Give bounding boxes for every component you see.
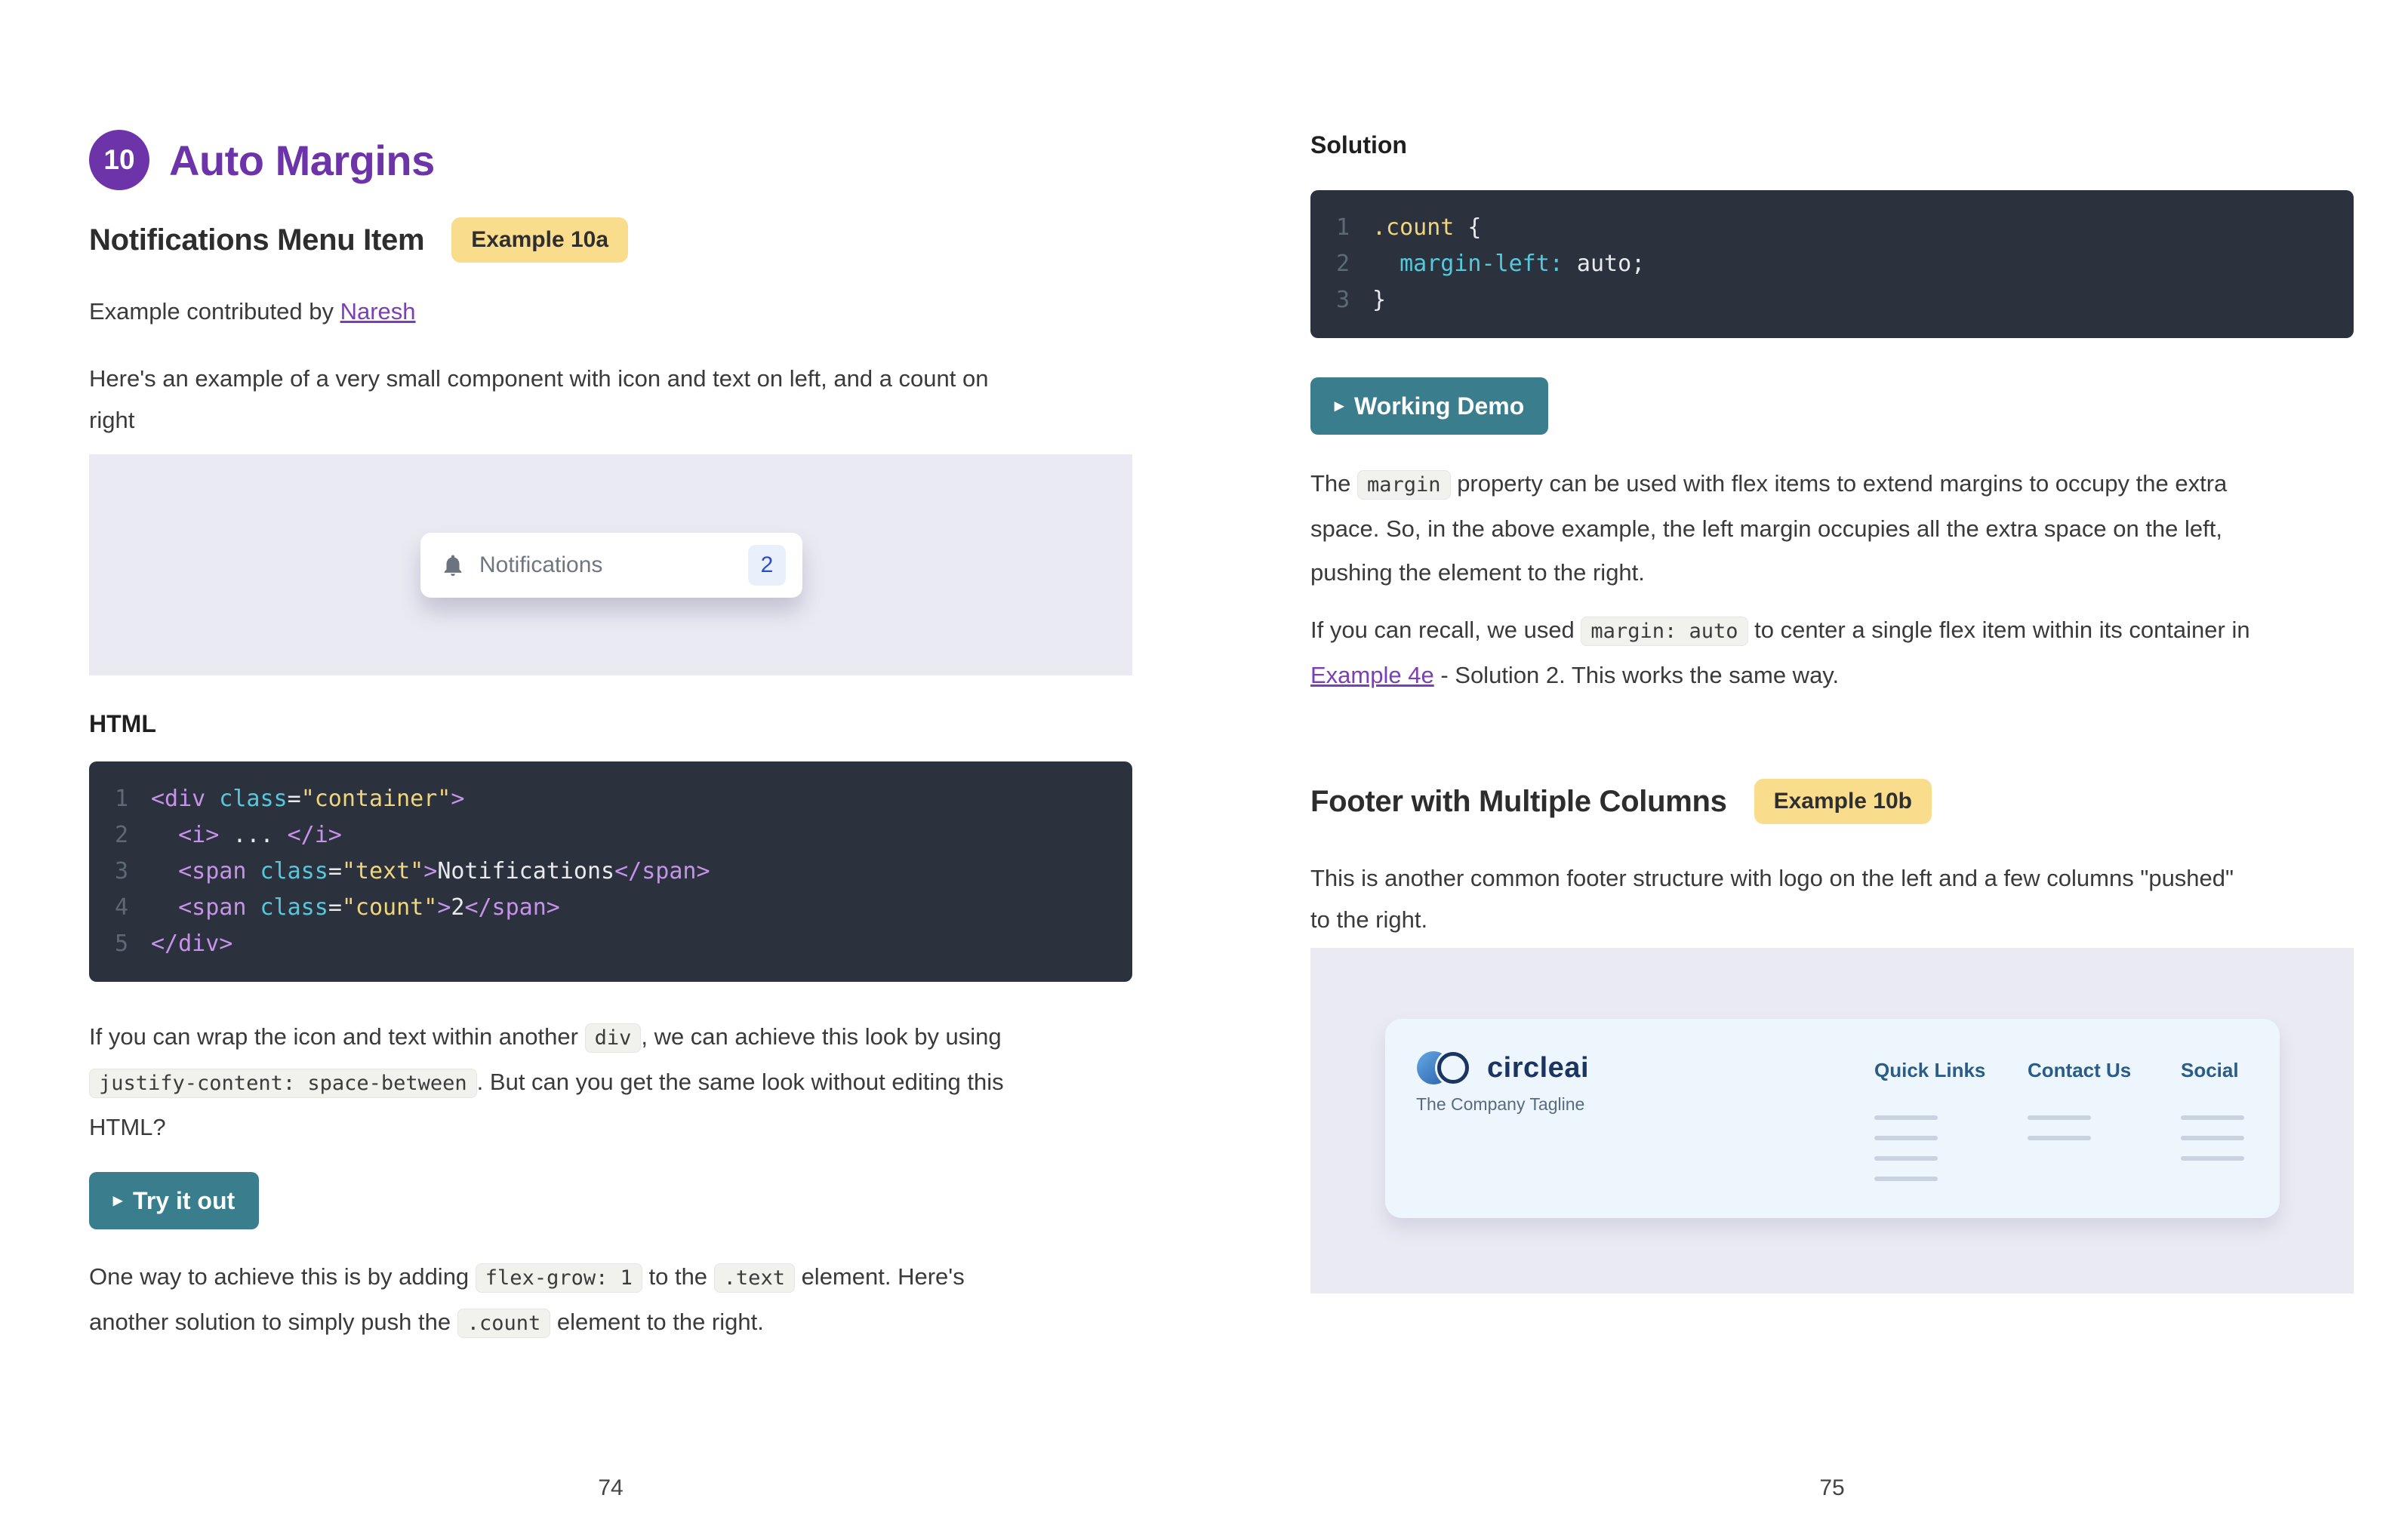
footer-section-heading-row: [1310, 779, 2354, 824]
notification-label: Notifications: [479, 552, 603, 577]
inline-code: .text: [714, 1263, 795, 1293]
notifications-demo-panel: [89, 454, 1132, 675]
line-number: 3: [1336, 287, 1350, 313]
solution-label: Solution: [1310, 131, 1407, 158]
contributor-prefix: Example contributed by: [89, 298, 340, 325]
inline-code: margin: [1357, 470, 1451, 500]
page-number-right: 75: [1819, 1475, 1845, 1500]
placeholder-line: [2181, 1115, 2244, 1120]
wrap-paragraph: If you can wrap the icon and text within another div , we can achieve this look by using justify-content: space-between . But can you get the same look without editing this HTML?: [89, 1023, 1004, 1140]
footer-columns: [1874, 1059, 2334, 1181]
contributor-line: [89, 296, 1132, 328]
inline-code: .count: [457, 1309, 551, 1338]
page-74: [89, 130, 1132, 1535]
placeholder-line: [1874, 1115, 1938, 1120]
placeholder-line: [2028, 1115, 2091, 1120]
cross-reference-link[interactable]: Example 4e: [1310, 662, 1434, 688]
one-way-paragraph: One way to achieve this is by adding flex-grow: 1 to the .text element. Here's another solution to simply push the .count element to the right.: [89, 1255, 1132, 1346]
code-text: <i> ... </i>: [178, 822, 342, 848]
chapter-number: 10: [103, 144, 135, 175]
chapter-number-badge: [89, 130, 149, 190]
logo-text: circleai: [1487, 1051, 1589, 1084]
placeholder-line: [2181, 1136, 2244, 1140]
placeholder-line: [1874, 1136, 1938, 1140]
css-code-block: [1310, 190, 2354, 338]
company-tagline: The Company Tagline: [1416, 1094, 1585, 1114]
code-line: [1310, 282, 2354, 318]
code-text: }: [1372, 287, 1387, 313]
code-line: [1310, 246, 2354, 282]
footer-section-title: Footer with Multiple Columns: [1310, 784, 1727, 818]
example-badge: Example 10a: [451, 217, 628, 263]
code-line: [1310, 210, 2354, 246]
line-number: 1: [115, 786, 129, 812]
intro-paragraph: Here's an example of a very small component with icon and text on left, and a count on right: [89, 365, 989, 433]
try-it-out-button[interactable]: [89, 1172, 259, 1229]
placeholder-line: [2028, 1136, 2091, 1140]
footer-intro-paragraph: This is another common footer structure with logo on the left and a few columns "pushed" to the right.: [1310, 865, 2234, 933]
footer-column-contact-us: [2028, 1059, 2181, 1181]
code-text: .count {: [1372, 214, 1482, 241]
line-number: 3: [115, 858, 129, 884]
code-text: <span class="text">Notifications</span>: [178, 858, 710, 884]
footer-column-social: [2181, 1059, 2334, 1181]
margin-paragraph: The margin property can be used with flex items to extend margins to occupy the extra space. So, in the above example, the left margin occupies all the extra space on the left, pushing the element to the right.: [1310, 470, 2228, 586]
notification-count-badge: 2: [748, 545, 786, 586]
page-75: [1310, 130, 2354, 1535]
footer-demo-card: [1385, 1019, 2280, 1218]
line-number: 2: [1336, 251, 1350, 277]
notification-menu-item-card: [420, 533, 802, 598]
page-title: Auto Margins: [169, 136, 435, 184]
inline-code: flex-grow: 1: [476, 1263, 642, 1293]
section-heading-row: [89, 217, 1132, 263]
play-triangle-icon: ▸: [113, 1190, 123, 1210]
code-line: [89, 926, 1132, 962]
code-line: [89, 890, 1132, 926]
line-number: 1: [1336, 214, 1350, 241]
placeholder-line: [1874, 1177, 1938, 1181]
code-text: <div class="container">: [151, 786, 465, 812]
code-text: <span class="count">2</span>: [178, 894, 560, 921]
working-demo-label: Working Demo: [1354, 392, 1525, 420]
try-it-out-label: Try it out: [133, 1186, 236, 1214]
circleai-logo-icon: [1416, 1049, 1475, 1087]
inline-code: div: [585, 1023, 642, 1053]
inline-code: margin: auto: [1581, 617, 1747, 646]
inline-code: justify-content: space-between: [89, 1069, 477, 1098]
line-number: 2: [115, 822, 129, 848]
bell-icon: [440, 552, 466, 578]
code-line: [89, 817, 1132, 854]
logo-block: [1416, 1049, 1589, 1115]
placeholder-line: [1874, 1156, 1938, 1161]
footer-demo-panel: [1310, 948, 2354, 1294]
line-number: 5: [115, 931, 129, 957]
working-demo-button[interactable]: [1310, 377, 1548, 435]
play-triangle-icon: ▸: [1335, 395, 1344, 416]
placeholder-line: [2181, 1156, 2244, 1161]
code-text: margin-left: auto;: [1400, 251, 1646, 277]
footer-column-header: Quick Links: [1874, 1059, 1986, 1081]
html-code-block: [89, 761, 1132, 982]
line-number: 4: [115, 894, 129, 921]
example-badge: Example 10b: [1754, 779, 1932, 824]
contributor-link[interactable]: Naresh: [340, 298, 416, 325]
recall-paragraph: If you can recall, we used margin: auto to center a single flex item within its container in Example 4e - Solution 2. This works the same way.: [1310, 617, 2250, 688]
code-line: [89, 781, 1132, 817]
footer-column-quick-links: [1874, 1059, 2028, 1181]
page-number-left: 74: [598, 1475, 624, 1500]
section-title: Notifications Menu Item: [89, 223, 425, 257]
code-line: [89, 854, 1132, 890]
code-text: </div>: [151, 931, 233, 957]
html-code-label: HTML: [89, 710, 156, 737]
footer-column-header: Contact Us: [2028, 1059, 2132, 1081]
footer-column-header: Social: [2181, 1059, 2239, 1081]
chapter-header: [89, 130, 1132, 190]
